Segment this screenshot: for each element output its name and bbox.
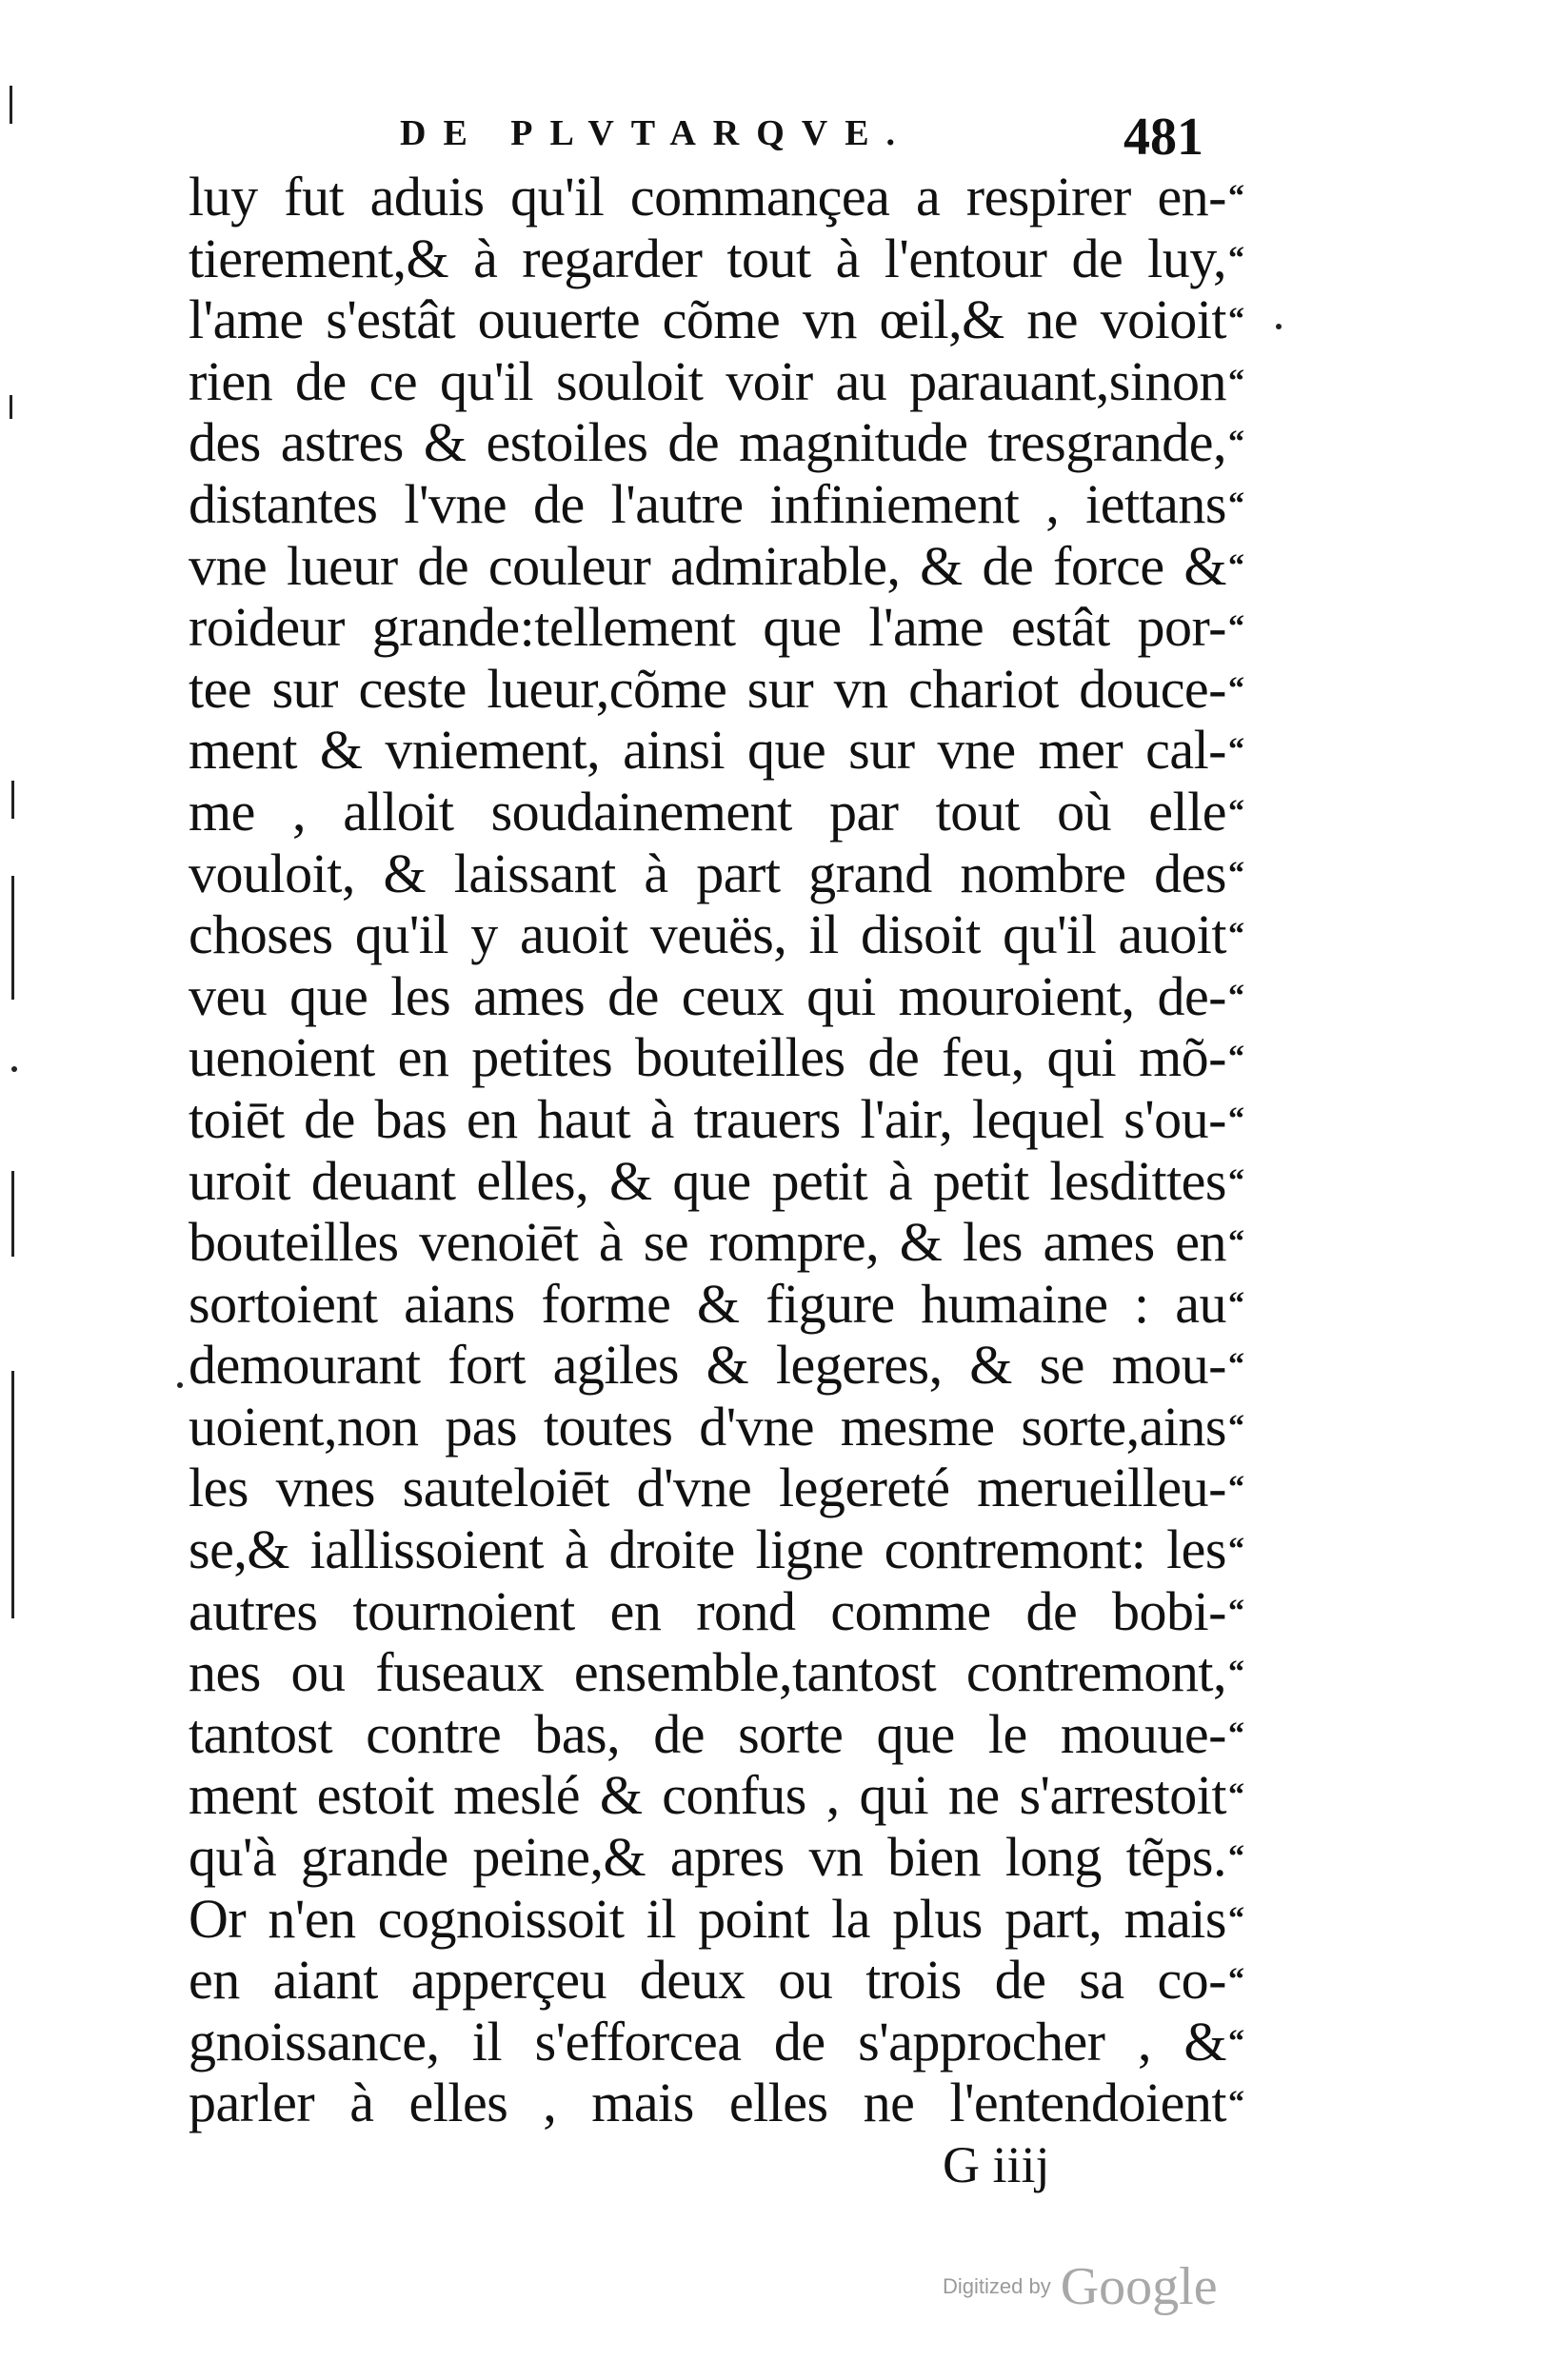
- text-line: veu que les ames de ceux qui mouroient, de-: [189, 964, 1226, 1027]
- quote-mark: “: [1228, 670, 1244, 706]
- text-line: des astres & estoiles de magnitude tresgrande,: [189, 411, 1226, 474]
- text-line: luy fut aduis qu'il commançea a respirer en-: [189, 166, 1226, 228]
- text-line: bouteilles venoiēt à se rompre, & les ames en: [189, 1211, 1226, 1274]
- text-line: nes ou fuseaux ensemble,tantost contremont,: [189, 1641, 1226, 1704]
- text-line: vouloit, & laissant à part grand nombre des: [189, 842, 1226, 904]
- text-line: me , alloit soudainement par tout où elle: [189, 780, 1226, 843]
- digitized-watermark: [943, 2256, 1218, 2317]
- text-line: demourant fort agiles & legeres, & se mou-: [189, 1334, 1226, 1397]
- text-line: Or n'en cognoissoit il point la plus part, mais: [189, 1887, 1226, 1950]
- quote-mark: “: [1228, 1347, 1244, 1383]
- text-line: l'ame s'estât ouuerte cõme vn œil,& ne voioit: [189, 288, 1226, 351]
- quote-mark: “: [1228, 1040, 1244, 1076]
- quote-mark: “: [1228, 978, 1244, 1014]
- body-text: [189, 167, 1226, 2134]
- quote-mark: “: [1228, 179, 1244, 214]
- quote-mark: “: [1228, 1777, 1244, 1814]
- quote-mark: “: [1228, 1224, 1244, 1260]
- text-line: en aiant apperçeu deux ou trois de sa co-: [189, 1949, 1226, 2012]
- quote-mark: “: [1228, 1470, 1244, 1506]
- text-line: sortoient aians forme & figure humaine : au: [189, 1272, 1226, 1335]
- running-title: DE PLVTARQVE.: [400, 113, 913, 153]
- text-line: uenoient en petites bouteilles de feu, qui mõ-: [189, 1026, 1226, 1089]
- text-line: autres tournoient en rond comme de bobi-: [189, 1579, 1226, 1642]
- quote-mark: “: [1228, 1839, 1244, 1875]
- scan-artifact-line: [11, 781, 14, 819]
- text-line: uroit deuant elles, & que petit à petit lesdittes: [189, 1149, 1226, 1212]
- quote-mark: “: [1228, 1532, 1244, 1568]
- text-line: ment estoit meslé & confus , qui ne s'arrestoit: [189, 1764, 1226, 1827]
- text-line: gnoissance, il s'efforcea de s'approcher , &: [189, 2010, 1226, 2073]
- text-line: ment & vniement, ainsi que sur vne mer cal-: [189, 719, 1226, 782]
- quote-mark: “: [1228, 2023, 1244, 2059]
- quote-mark: “: [1228, 609, 1244, 645]
- text-line: parler à elles , mais elles ne l'entendoient: [189, 2072, 1226, 2134]
- scan-artifact-line: [11, 876, 14, 1000]
- text-line: tierement,& à regarder tout à l'entour de luy,: [189, 227, 1226, 289]
- quote-mark: “: [1228, 1101, 1244, 1137]
- quote-mark: “: [1228, 1900, 1244, 1936]
- quote-mark: “: [1228, 917, 1244, 953]
- text-line: vne lueur de couleur admirable, & de force &: [189, 534, 1226, 597]
- google-logo: Google: [1060, 2257, 1218, 2316]
- text-line: tee sur ceste lueur,cõme sur vn chariot douce-: [189, 657, 1226, 720]
- quote-mark: “: [1228, 486, 1244, 522]
- scan-artifact-dot: [1276, 324, 1282, 329]
- scan-artifact-dot: [177, 1382, 183, 1388]
- marginal-quote-marks: [1228, 167, 1266, 2134]
- scan-artifact-line: [11, 1371, 14, 1618]
- text-line: tantost contre bas, de sorte que le mouue-: [189, 1702, 1226, 1765]
- text-line: les vnes sauteloiēt d'vne legereté merueilleu-: [189, 1457, 1226, 1519]
- scan-artifact-line: [10, 395, 12, 419]
- signature-mark: G iiij: [943, 2136, 1050, 2193]
- quote-mark: “: [1228, 732, 1244, 768]
- text-line: uoient,non pas toutes d'vne mesme sorte,ains: [189, 1395, 1226, 1458]
- text-line: distantes l'vne de l'autre infiniement , iettans: [189, 472, 1226, 535]
- text-line: toiēt de bas en haut à trauers l'air, lequel s'ou-: [189, 1087, 1226, 1150]
- quote-mark: “: [1228, 1593, 1244, 1629]
- page-number: 481: [1123, 108, 1203, 167]
- quote-mark: “: [1228, 1716, 1244, 1752]
- quote-mark: “: [1228, 302, 1244, 338]
- quote-mark: “: [1228, 855, 1244, 891]
- quote-mark: “: [1228, 363, 1244, 399]
- quote-mark: “: [1228, 1408, 1244, 1444]
- text-line: rien de ce qu'il souloit voir au parauant,sinon: [189, 349, 1226, 412]
- quote-mark: “: [1228, 793, 1244, 829]
- text-line: choses qu'il y auoit veuës, il disoit qu'il auoit: [189, 903, 1226, 966]
- scan-artifact-dot: [11, 1066, 17, 1072]
- quote-mark: “: [1228, 425, 1244, 461]
- quote-mark: “: [1228, 1285, 1244, 1321]
- digitized-prefix: Digitized by: [943, 2274, 1051, 2298]
- quote-mark: “: [1228, 1655, 1244, 1691]
- text-line: se,& iallissoient à droite ligne contremont: les: [189, 1518, 1226, 1581]
- quote-mark: “: [1228, 1162, 1244, 1199]
- quote-mark: “: [1228, 2085, 1244, 2121]
- quote-mark: “: [1228, 240, 1244, 276]
- text-line: roideur grande:tellement que l'ame estât por-: [189, 596, 1226, 659]
- text-line: qu'à grande peine,& apres vn bien long tẽps.: [189, 1826, 1226, 1889]
- scan-artifact-line: [10, 86, 12, 124]
- scan-artifact-line: [11, 1171, 14, 1257]
- quote-mark: “: [1228, 547, 1244, 584]
- quote-mark: “: [1228, 1962, 1244, 1998]
